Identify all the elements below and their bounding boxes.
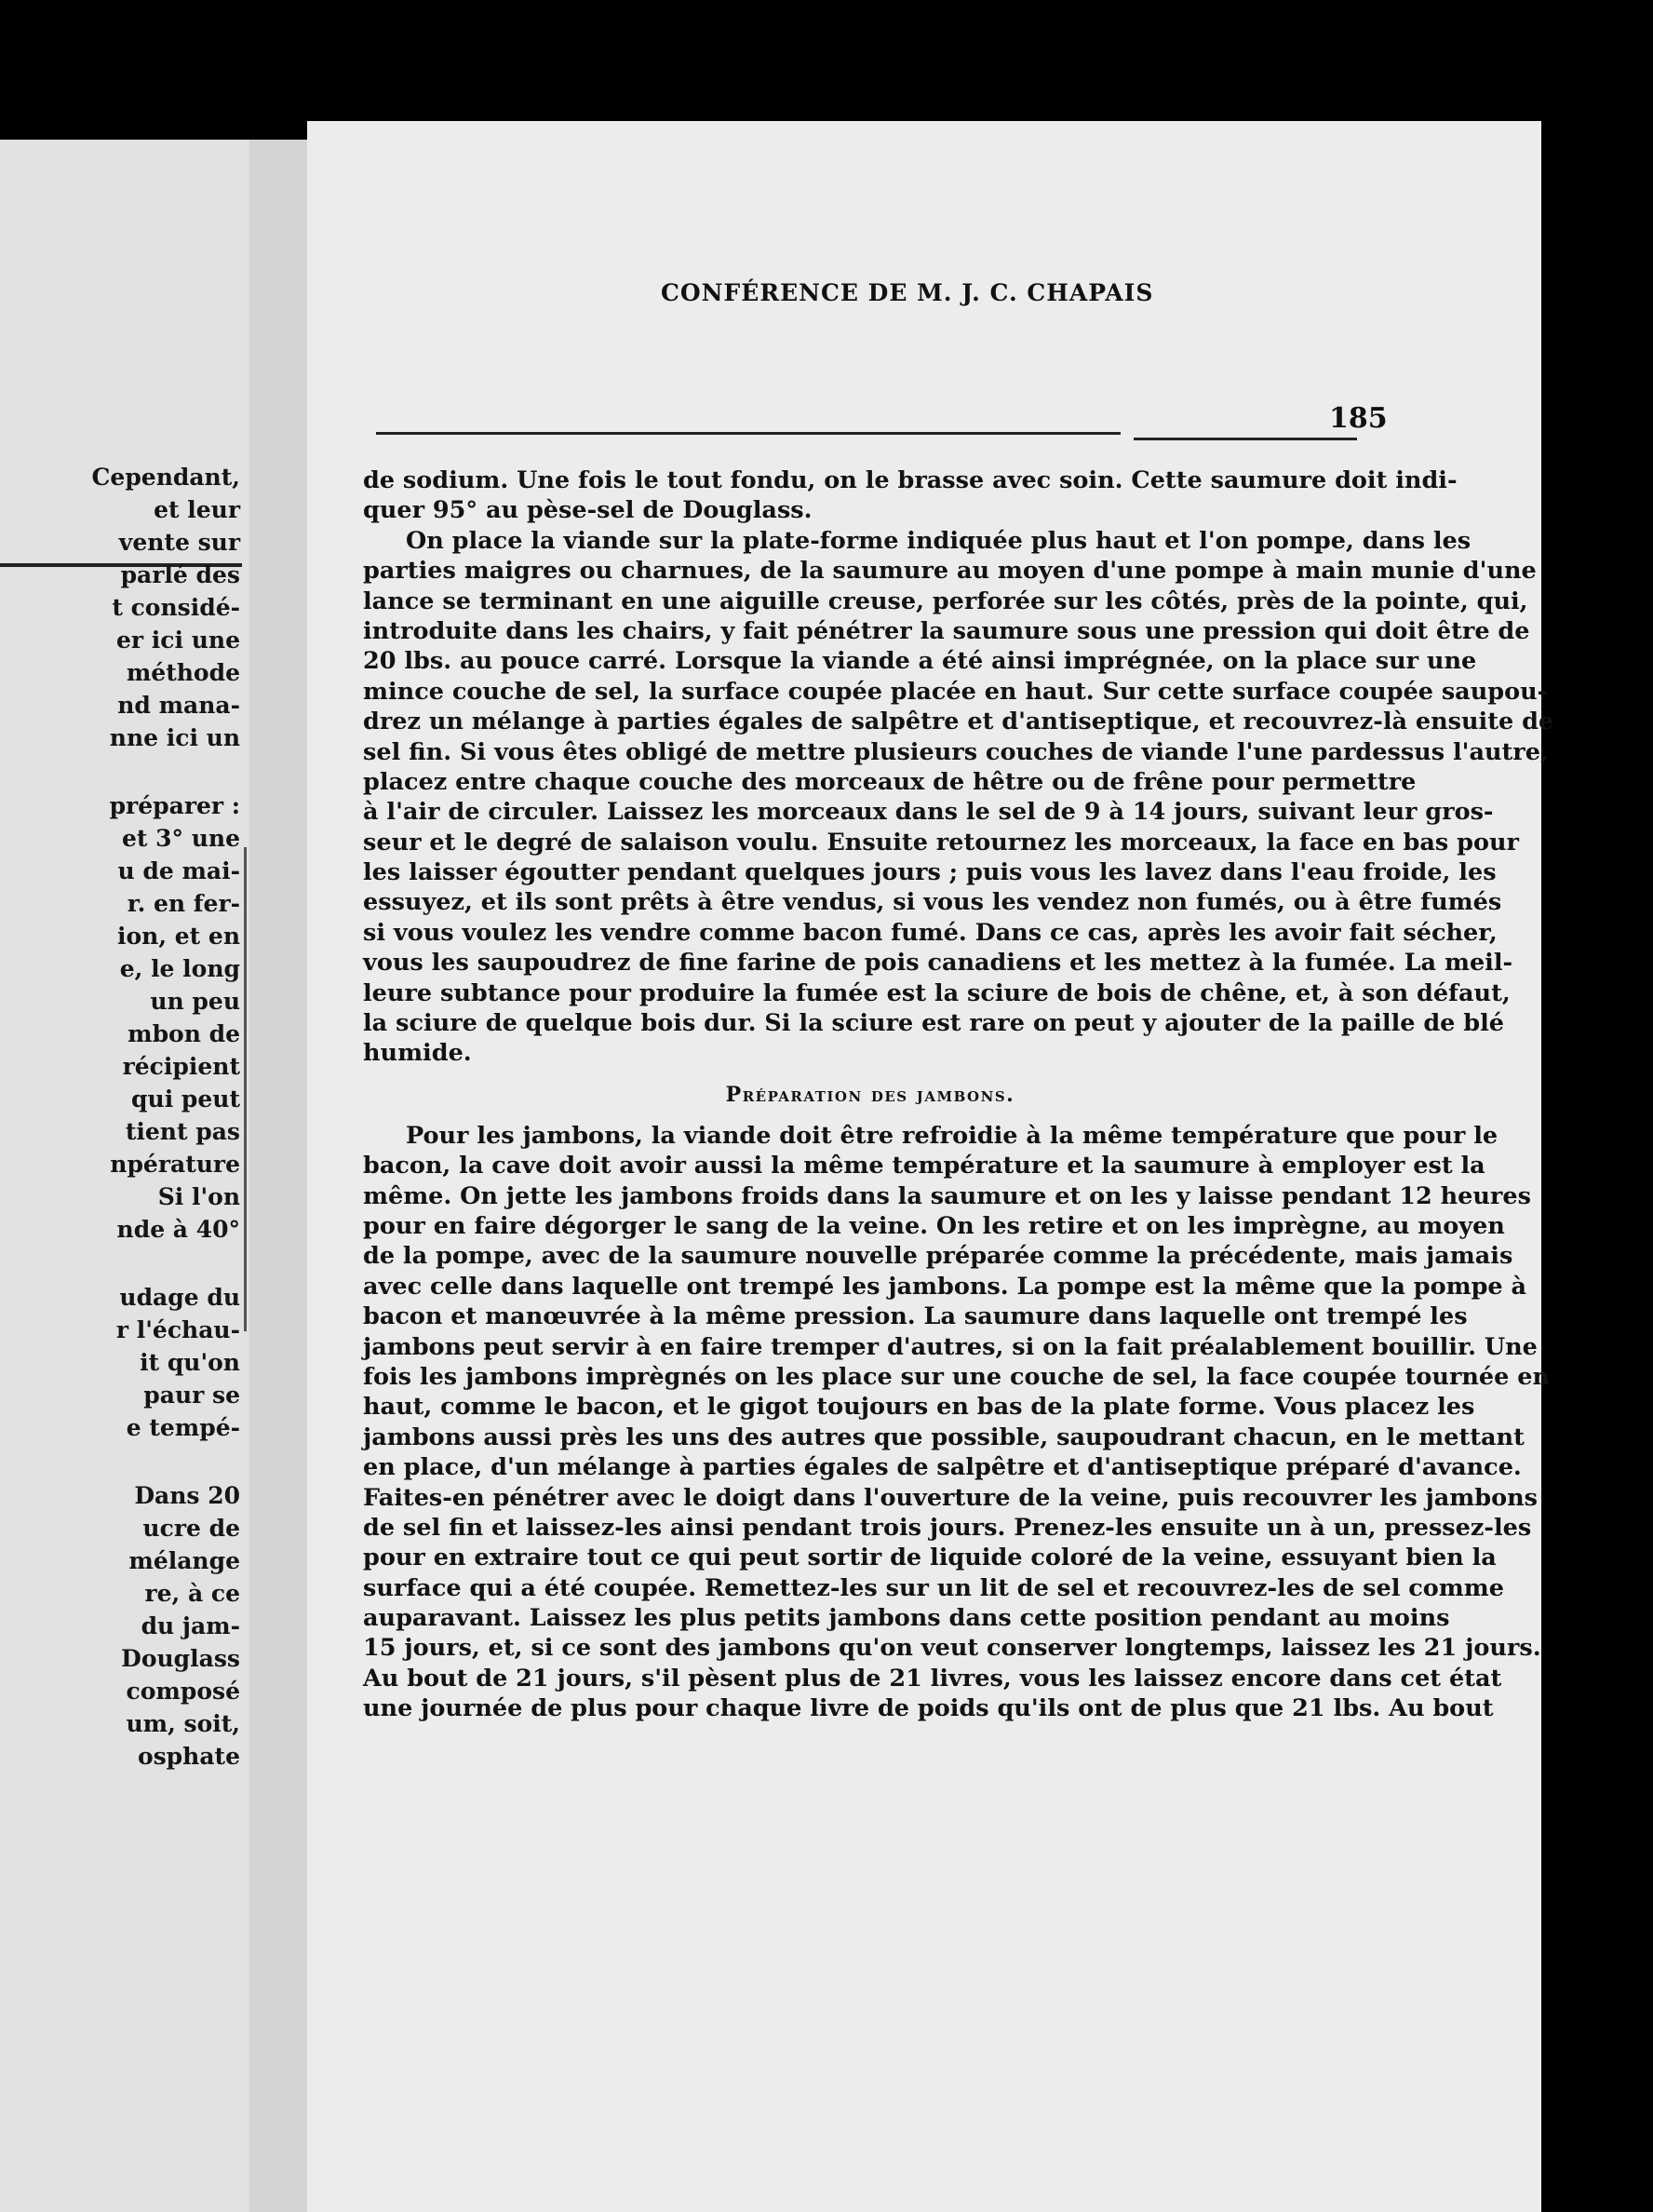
text-line: auparavant. Laissez les plus petits jambons dans cette position pendant au moins bbox=[363, 1604, 1450, 1633]
text-line: introduite dans les chairs, y fait pénétrer la saumure sous une pression qui doit être de bbox=[363, 616, 1530, 645]
text-line: en place, d'un mélange à parties égales de salpêtre et d'antiseptique préparé d'avance. bbox=[363, 1453, 1522, 1482]
left-fragment-line: du jam- bbox=[141, 1612, 240, 1639]
left-fragment-line bbox=[7, 1246, 240, 1281]
text-line: bacon, la cave doit avoir aussi la même température et la saumure à employer est la bbox=[363, 1152, 1485, 1180]
left-fragment-line: u de mai- bbox=[117, 857, 240, 884]
text-line: à l'air de circuler. Laissez les morceaux dans le sel de 9 à 14 jours, suivant leur gros- bbox=[363, 798, 1494, 827]
text-line: haut, comme le bacon, et le gigot toujours en bas de la plate forme. Vous placez les bbox=[363, 1393, 1475, 1422]
left-fragment-line: qui peut bbox=[131, 1086, 240, 1113]
text-line: fois les jambons imprègnés on les place sur une couche de sel, la face coupée tournée en bbox=[363, 1362, 1551, 1391]
text-line: leure subtance pour produire la fumée est la sciure de bois de chêne, et, à son défaut, bbox=[363, 978, 1511, 1007]
left-fragment-line: osphate bbox=[137, 1743, 240, 1770]
text-line: jambons aussi près les uns des autres que possible, saupoudrant chacun, en le mettant bbox=[363, 1423, 1525, 1451]
left-fragment-line bbox=[7, 1444, 240, 1479]
left-fragment-line: nne ici un bbox=[109, 724, 240, 751]
left-fragment-line: e, le long bbox=[119, 955, 240, 982]
left-fragment-line: nd mana- bbox=[117, 692, 240, 719]
left-fragment-line: tient pas bbox=[125, 1118, 240, 1145]
left-fragment-line: préparer : bbox=[109, 792, 240, 819]
left-fragment-line: et leur bbox=[154, 496, 240, 523]
text-line: Pour les jambons, la viande doit être refroidie à la même température que pour le bbox=[406, 1121, 1498, 1150]
left-fragment-line bbox=[7, 754, 240, 789]
left-fragment-line: un peu bbox=[150, 988, 240, 1015]
text-line: même. On jette les jambons froids dans la saumure et on les y laisse pendant 12 heures bbox=[363, 1181, 1531, 1210]
left-fragment-line: um, soit, bbox=[126, 1710, 240, 1737]
left-fragment-line: Cependant, bbox=[91, 464, 240, 491]
left-fragment-line: et 3° une bbox=[121, 825, 240, 852]
text-line: 20 lbs. au pouce carré. Lorsque la viande a été ainsi imprégnée, on la place sur une bbox=[363, 647, 1477, 676]
left-page-edge bbox=[0, 140, 249, 2212]
text-line: Au bout de 21 jours, s'il pèsent plus de 21 livres, vous les laissez encore dans cet état bbox=[363, 1664, 1502, 1693]
text-line: pour en extraire tout ce qui peut sortir de liquide coloré de la veine, essuyant bien la bbox=[363, 1544, 1497, 1572]
left-fragment-line: er ici une bbox=[116, 627, 240, 654]
left-fragment-line: npérature bbox=[110, 1151, 240, 1178]
text-line: de sodium. Une fois le tout fondu, on le brasse avec soin. Cette saumure doit indi- bbox=[363, 466, 1458, 494]
left-fragment-line: re, à ce bbox=[144, 1580, 240, 1607]
text-line: humide. bbox=[363, 1039, 472, 1068]
text-line: de la pompe, avec de la saumure nouvelle préparée comme la précédente, mais jamais bbox=[363, 1242, 1513, 1271]
text-line: On place la viande sur la plate-forme indiquée plus haut et l'on pompe, dans les bbox=[406, 526, 1472, 555]
left-fragment-line: mélange bbox=[128, 1547, 240, 1574]
header-rule-right bbox=[1134, 438, 1357, 440]
left-fragment-line: Si l'on bbox=[157, 1183, 240, 1210]
paragraph-3 bbox=[363, 1121, 1551, 1724]
left-fragment-line: nde à 40° bbox=[116, 1216, 240, 1243]
text-line: seur et le degré de salaison voulu. Ensuite retournez les morceaux, la face en bas pour bbox=[363, 828, 1519, 856]
left-fragment-line: Douglass bbox=[121, 1645, 240, 1672]
left-page-fragments bbox=[7, 461, 240, 1773]
page-number: 185 bbox=[1329, 402, 1388, 435]
text-line: la sciure de quelque bois dur. Si la sciure est rare on peut y ajouter de la paille de blé bbox=[363, 1009, 1505, 1038]
text-line: 15 jours, et, si ce sont des jambons qu'on veut conserver longtemps, laissez les 21 jours. bbox=[363, 1634, 1541, 1663]
section-title: Préparation des jambons. bbox=[725, 1082, 1015, 1107]
left-fragment-line: r l'échau- bbox=[115, 1316, 240, 1343]
text-line: bacon et manœuvrée à la même pression. La saumure dans laquelle ont trempé les bbox=[363, 1302, 1468, 1331]
header-rule bbox=[376, 432, 1121, 435]
left-fragment-line: udage du bbox=[119, 1284, 240, 1311]
left-fragment-line: composé bbox=[126, 1678, 240, 1705]
body-text bbox=[363, 465, 1554, 1724]
text-line: placez entre chaque couche des morceaux de hêtre ou de frêne pour permettre bbox=[363, 767, 1417, 796]
left-fragment-line: Dans 20 bbox=[134, 1482, 240, 1509]
left-fragment-line: paur se bbox=[143, 1382, 240, 1409]
text-line: une journée de plus pour chaque livre de poids qu'ils ont de plus que 21 lbs. Au bout bbox=[363, 1694, 1494, 1723]
left-fragment-line: ion, et en bbox=[117, 923, 240, 950]
text-line: de sel fin et laissez-les ainsi pendant trois jours. Prenez-les ensuite un à un, pressez-les bbox=[363, 1513, 1532, 1542]
left-fragment-line: e tempé- bbox=[126, 1414, 240, 1441]
running-header: CONFÉRENCE DE M. J. C. CHAPAIS bbox=[661, 279, 1154, 306]
text-line: vous les saupoudrez de fine farine de pois canadiens et les mettez à la fumée. La meil- bbox=[363, 949, 1513, 978]
text-line: quer 95° au pèse-sel de Douglass. bbox=[363, 496, 813, 525]
left-fragment-line: méthode bbox=[126, 659, 240, 686]
text-line: Faites-en pénétrer avec le doigt dans l'ouverture de la veine, puis recouvrer les jambons bbox=[363, 1483, 1539, 1512]
text-line: si vous voulez les vendre comme bacon fumé. Dans ce cas, après les avoir fait sécher, bbox=[363, 918, 1498, 947]
text-line: mince couche de sel, la surface coupée placée en haut. Sur cette surface coupée saupou- bbox=[363, 677, 1548, 706]
left-fragment-line: mbon de bbox=[128, 1020, 240, 1047]
left-fragment-line: vente sur bbox=[118, 529, 240, 556]
left-fragment-line: it qu'on bbox=[140, 1349, 240, 1376]
text-line: pour en faire dégorger le sang de la veine. On les retire et on les imprègne, au moyen bbox=[363, 1211, 1505, 1240]
left-fragment-line: t considé- bbox=[112, 594, 240, 621]
paragraph-2 bbox=[363, 526, 1554, 1069]
left-fragment-line: parlé des bbox=[120, 561, 240, 588]
left-fragment-line: r. en fer- bbox=[127, 890, 240, 917]
text-line: parties maigres ou charnues, de la saumure au moyen d'une pompe à main munie d'une bbox=[363, 557, 1537, 586]
text-line: lance se terminant en une aiguille creuse, perforée sur les côtés, près de la pointe, qui, bbox=[363, 587, 1528, 615]
text-line: avec celle dans laquelle ont trempé les jambons. La pompe est la même que la pompe à bbox=[363, 1272, 1527, 1301]
text-line: sel fin. Si vous êtes obligé de mettre plusieurs couches de viande l'une pardessus l'autre, bbox=[363, 737, 1549, 766]
text-line: drez un mélange à parties égales de salpêtre et d'antiseptique, et recouvrez-là ensuite de bbox=[363, 708, 1554, 736]
text-line: surface qui a été coupée. Remettez-les sur un lit de sel et recouvrez-les de sel comme bbox=[363, 1573, 1504, 1602]
paragraph-1 bbox=[363, 465, 1458, 526]
gutter-shadow-line bbox=[244, 847, 247, 1331]
left-fragment-line: récipient bbox=[122, 1053, 240, 1080]
text-line: jambons peut servir à en faire tremper d'autres, si on la fait préalablement bouillir. Une bbox=[363, 1332, 1538, 1361]
text-line: les laisser égoutter pendant quelques jours ; puis vous les lavez dans l'eau froide, les bbox=[363, 858, 1497, 887]
left-fragment-line: ucre de bbox=[142, 1515, 240, 1542]
text-line: essuyez, et ils sont prêts à être vendus, si vous les vendez non fumés, ou à être fumés bbox=[363, 888, 1502, 917]
